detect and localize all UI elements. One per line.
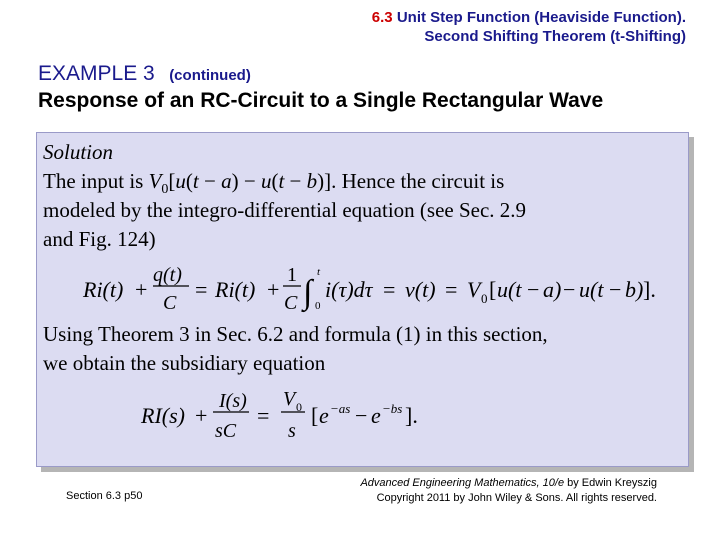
- header-title-2: Second Shifting Theorem (t-Shifting): [424, 28, 686, 45]
- para1-line3: and Fig. 124): [43, 227, 156, 251]
- para1-line2: modeled by the integro-differential equation (see Sec. 2.9: [43, 198, 527, 222]
- svg-text:−: −: [609, 277, 622, 302]
- svg-text:+: +: [195, 403, 208, 428]
- svg-text:].: ].: [643, 277, 656, 302]
- svg-text:=: =: [195, 277, 208, 302]
- svg-text:[: [: [489, 277, 497, 302]
- svg-text:I(s): I(s): [219, 390, 247, 412]
- svg-text:V: V: [467, 277, 481, 302]
- footer-author: by Edwin Kreyszig: [564, 477, 657, 489]
- svg-text:−as: −as: [330, 401, 351, 416]
- svg-text:−: −: [527, 277, 540, 302]
- section-number: 6.3: [371, 9, 393, 26]
- svg-text:e: e: [371, 403, 381, 428]
- svg-text:−: −: [563, 277, 576, 302]
- svg-text:t: t: [317, 266, 321, 278]
- svg-text:Ri(t): Ri(t): [215, 277, 256, 302]
- svg-text:0: 0: [296, 400, 302, 414]
- svg-text:−bs: −bs: [382, 401, 403, 416]
- footer-section: Section 6.3 p50: [66, 490, 143, 502]
- svg-text:v(t): v(t): [405, 277, 436, 302]
- para1-line1: The input is $V_0[u(t - a) - u(t - b)]$. Hence the circuit is: [43, 169, 505, 198]
- svg-text:+: +: [267, 277, 280, 302]
- example-note: (continued): [169, 67, 251, 84]
- footer-book-line: [360, 476, 657, 491]
- slide-title: Response of an RC-Circuit to a Single Rectangular Wave: [38, 89, 604, 112]
- svg-text:i(τ)dτ: i(τ)dτ: [325, 277, 373, 302]
- footer-citation: [360, 476, 657, 506]
- svg-text:1: 1: [287, 264, 297, 286]
- svg-text:0: 0: [481, 291, 488, 306]
- solution-heading: Solution: [43, 140, 114, 164]
- svg-text:sC: sC: [215, 420, 237, 442]
- svg-text:s: s: [288, 420, 296, 442]
- para2-line1: Using Theorem 3 in Sec. 6.2 and formula (1) in this section,: [43, 322, 548, 346]
- svg-text:].: ].: [405, 403, 418, 428]
- svg-text:q(t): q(t): [153, 264, 182, 286]
- svg-text:=: =: [445, 277, 458, 302]
- equation-2: [137, 383, 437, 449]
- equation-1: [77, 257, 682, 317]
- svg-text:−: −: [355, 403, 368, 428]
- svg-text:C: C: [284, 292, 298, 314]
- para2-line2: we obtain the subsidiary equation: [43, 351, 326, 375]
- footer-copyright: Copyright 2011 by John Wiley & Sons. All rights reserved.: [376, 492, 657, 504]
- slide-header: [372, 8, 686, 46]
- svg-text:a): a): [543, 277, 562, 302]
- svg-text:Ri(t): Ri(t): [83, 277, 124, 302]
- svg-text:0: 0: [315, 300, 321, 312]
- svg-text:∫: ∫: [303, 274, 313, 311]
- svg-text:u(t: u(t: [497, 277, 522, 302]
- header-title-1: Unit Step Function (Heaviside Function).: [396, 9, 686, 26]
- svg-text:=: =: [257, 403, 270, 428]
- svg-text:C: C: [163, 292, 177, 314]
- example-heading: [38, 62, 251, 86]
- svg-text:+: +: [135, 277, 148, 302]
- example-label: EXAMPLE 3: [38, 62, 155, 85]
- svg-text:u(t: u(t: [579, 277, 604, 302]
- svg-text:RI(s): RI(s): [141, 403, 185, 428]
- header-line1: [372, 8, 686, 27]
- svg-text:b): b): [625, 277, 644, 302]
- svg-text:=: =: [383, 277, 396, 302]
- svg-text:e: e: [319, 403, 329, 428]
- footer-book: Advanced Engineering Mathematics, 10/e: [360, 477, 565, 489]
- svg-text:[: [: [311, 403, 319, 428]
- solution-box: [36, 132, 689, 467]
- svg-text:V: V: [283, 388, 296, 410]
